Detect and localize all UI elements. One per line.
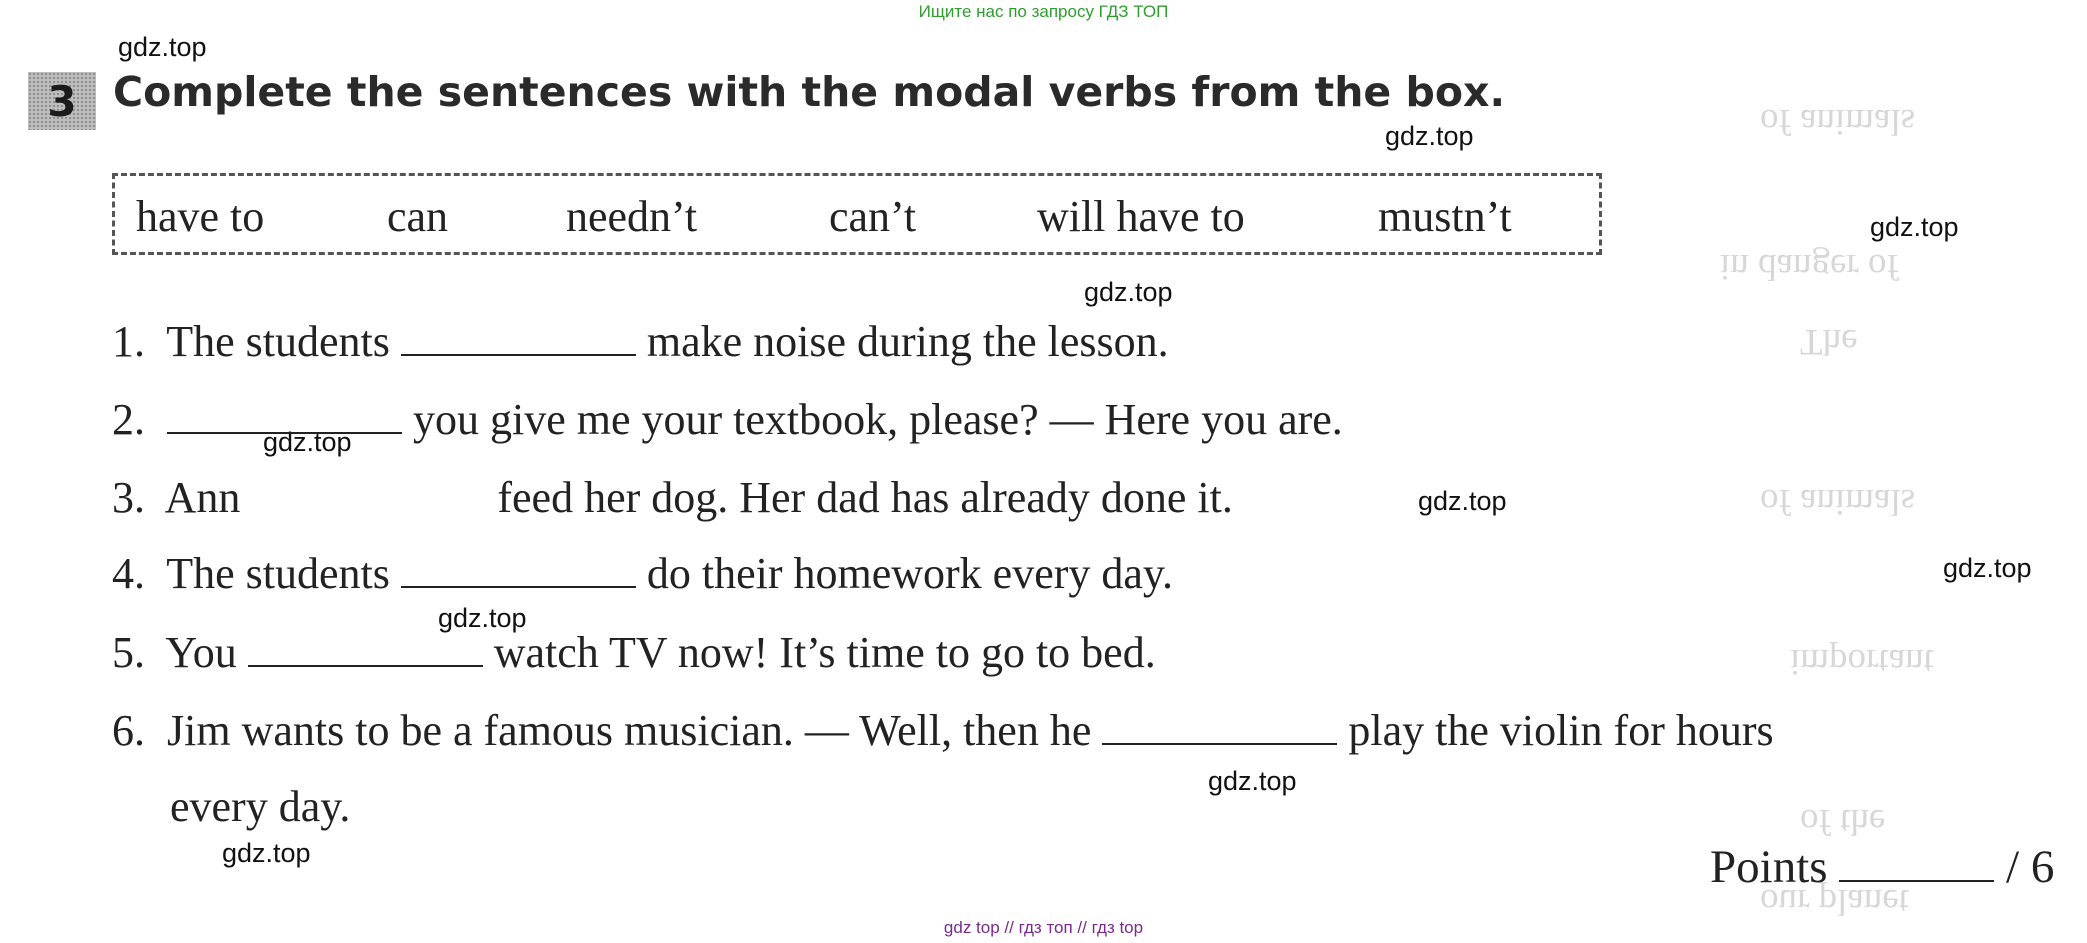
watermark: gdz.top bbox=[1943, 553, 2032, 583]
search-banner[interactable]: Ищите нас по запросу ГДЗ ТОП bbox=[918, 2, 1169, 21]
answer-blank[interactable] bbox=[1102, 707, 1337, 745]
bleed-through-text: of animals bbox=[1760, 101, 1916, 142]
points-score bbox=[1710, 840, 2054, 894]
sentence-number: 5. bbox=[112, 628, 145, 677]
sentence-number: 1. bbox=[112, 317, 145, 366]
bleed-through-text: of the bbox=[1800, 801, 1886, 842]
word-box-item: mustn’t bbox=[1378, 192, 1512, 241]
sentence-3 bbox=[112, 472, 1233, 523]
word-box-item: can bbox=[387, 192, 449, 241]
points-blank[interactable] bbox=[1839, 840, 1994, 882]
sentence-number: 4. bbox=[112, 549, 145, 598]
bleed-through-text: The bbox=[1800, 321, 1858, 362]
word-box-item: can’t bbox=[829, 192, 917, 241]
word-box-item: will have to bbox=[1037, 192, 1245, 241]
sentence-text-after: play the violin for hours bbox=[1348, 706, 1774, 755]
watermark: gdz.top bbox=[118, 32, 207, 62]
sentence-number: 3. bbox=[112, 473, 145, 522]
word-box-item: have to bbox=[136, 192, 265, 241]
sentence-text-after: do their homework every day. bbox=[646, 549, 1174, 598]
sentence-6 bbox=[112, 705, 1774, 756]
exercise-instruction: Complete the sentences with the modal verbs from the box. bbox=[113, 68, 1506, 116]
sentence-6-continuation: every day. bbox=[170, 782, 351, 831]
sentence-number: 6. bbox=[112, 706, 145, 755]
watermark: gdz.top bbox=[1208, 766, 1297, 796]
watermark: gdz.top bbox=[438, 603, 527, 633]
sentence-1 bbox=[112, 316, 1169, 367]
bleed-through-text: our planet bbox=[1760, 881, 1909, 922]
bleed-through-text: of animals bbox=[1760, 481, 1916, 522]
sentence-number: 2. bbox=[112, 395, 145, 444]
exercise-number: 3 bbox=[28, 72, 96, 130]
answer-blank[interactable] bbox=[167, 396, 402, 434]
sentence-text-before: Jim wants to be a famous musician. — Well, then he bbox=[167, 706, 1092, 755]
bleed-through-text: important bbox=[1790, 641, 1934, 682]
sentence-text-before: Ann bbox=[164, 473, 241, 522]
sentence-text-after: watch TV now! It’s time to go to bed. bbox=[493, 628, 1156, 677]
watermark: gdz.top bbox=[1870, 212, 1959, 242]
answer-blank[interactable] bbox=[401, 318, 636, 356]
sentence-2 bbox=[112, 394, 1343, 445]
watermark: gdz.top bbox=[1385, 121, 1474, 151]
word-box-item: needn’t bbox=[566, 192, 698, 241]
watermark: gdz.top bbox=[1084, 277, 1173, 307]
answer-blank[interactable] bbox=[251, 474, 486, 512]
answer-blank[interactable] bbox=[248, 629, 483, 667]
sentence-4 bbox=[112, 548, 1173, 599]
sentence-text-after: you give me your textbook, please? — Here you are. bbox=[413, 395, 1343, 444]
watermark: gdz.top bbox=[222, 838, 311, 868]
sentence-text-after: make noise during the lesson. bbox=[646, 317, 1169, 366]
sentence-text-after: feed her dog. Her dad has already done it. bbox=[497, 473, 1233, 522]
sentence-text-before: The students bbox=[166, 317, 390, 366]
watermark: gdz.top bbox=[1418, 486, 1507, 516]
bleed-through-text: in danger of bbox=[1720, 246, 1899, 287]
sentence-text-before: You bbox=[165, 628, 237, 677]
sentence-5 bbox=[112, 627, 1156, 678]
answer-blank[interactable] bbox=[401, 550, 636, 588]
points-label: Points bbox=[1710, 841, 1828, 893]
watermark: gdz.top bbox=[263, 427, 352, 457]
footer-links[interactable]: gdz top // гдз топ // гдз top bbox=[943, 918, 1144, 937]
points-max: / 6 bbox=[2006, 841, 2055, 893]
sentence-text-before: The students bbox=[166, 549, 390, 598]
